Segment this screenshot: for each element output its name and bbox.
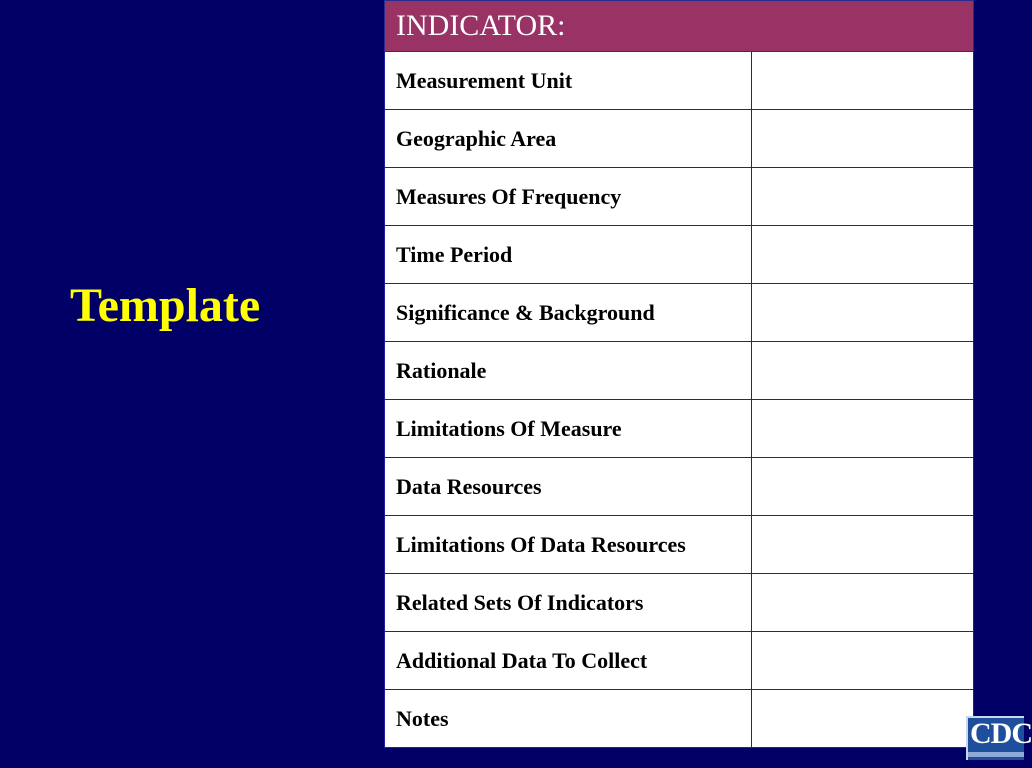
row-value-limitations-of-data-resources <box>752 516 974 574</box>
row-value-rationale <box>752 342 974 400</box>
row-value-measurement-unit <box>752 52 974 110</box>
row-value-limitations-of-measure <box>752 400 974 458</box>
table-row <box>385 574 974 632</box>
table-row <box>385 168 974 226</box>
table-row <box>385 226 974 284</box>
row-label-additional-data-to-collect: Additional Data To Collect <box>385 632 752 690</box>
row-value-notes <box>752 690 974 748</box>
row-label-measures-of-frequency: Measures Of Frequency <box>385 168 752 226</box>
table-row <box>385 632 974 690</box>
table-header-row <box>385 1 974 52</box>
row-label-time-period: Time Period <box>385 226 752 284</box>
slide-title: Template <box>70 279 261 332</box>
row-value-significance-background <box>752 284 974 342</box>
row-label-limitations-of-measure: Limitations Of Measure <box>385 400 752 458</box>
row-label-measurement-unit: Measurement Unit <box>385 52 752 110</box>
table-row <box>385 284 974 342</box>
table-row <box>385 110 974 168</box>
row-value-time-period <box>752 226 974 284</box>
cdc-logo-strip <box>968 752 1024 757</box>
cdc-logo-text: CDC <box>970 717 1032 750</box>
row-value-related-sets-of-indicators <box>752 574 974 632</box>
table-row <box>385 400 974 458</box>
cdc-logo <box>966 716 1032 760</box>
row-label-related-sets-of-indicators: Related Sets Of Indicators <box>385 574 752 632</box>
table-row <box>385 52 974 110</box>
table-row <box>385 516 974 574</box>
row-label-rationale: Rationale <box>385 342 752 400</box>
indicator-header: INDICATOR: <box>385 1 974 52</box>
row-label-data-resources: Data Resources <box>385 458 752 516</box>
row-value-measures-of-frequency <box>752 168 974 226</box>
table-row <box>385 458 974 516</box>
table-row <box>385 690 974 748</box>
row-label-geographic-area: Geographic Area <box>385 110 752 168</box>
row-label-significance-background: Significance & Background <box>385 284 752 342</box>
row-value-geographic-area <box>752 110 974 168</box>
row-value-additional-data-to-collect <box>752 632 974 690</box>
row-label-limitations-of-data-resources: Limitations Of Data Resources <box>385 516 752 574</box>
row-label-notes: Notes <box>385 690 752 748</box>
indicator-table <box>384 0 974 748</box>
table-row <box>385 342 974 400</box>
row-value-data-resources <box>752 458 974 516</box>
